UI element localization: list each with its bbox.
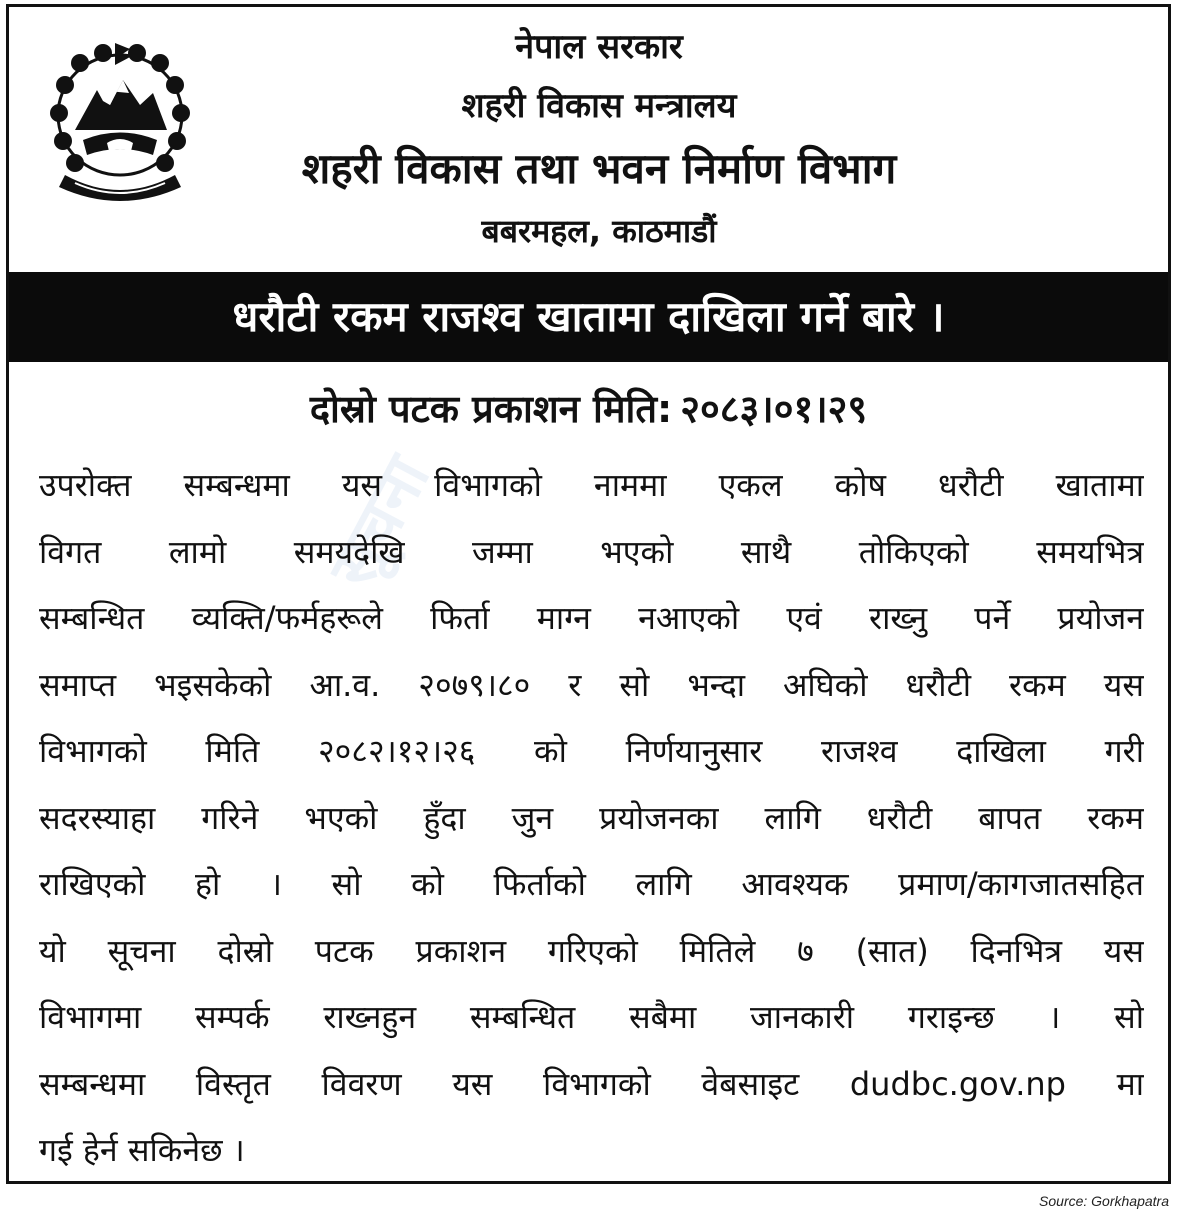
letterhead: [199, 17, 999, 259]
body-line: समाप्त भइसकेको आ.व. २०७९।८० र सो भन्दा अघिको धरौटी रकम यस: [39, 665, 1144, 704]
publication-line: [9, 379, 1168, 439]
publication-date: २०८३।०१।२९: [680, 387, 868, 431]
body-line: विभागको मिति २०८२।१२।२६ को निर्णयानुसार राजश्व दाखिला गरी: [39, 732, 1144, 770]
ministry-name: शहरी विकास मन्त्रालय: [461, 86, 737, 126]
government-name: नेपाल सरकार: [515, 27, 683, 67]
body-line: गई हेर्न सकिनेछ ।: [39, 1131, 245, 1169]
notice-body: [39, 452, 1144, 1184]
source-credit: Source: Gorkhapatra: [1039, 1193, 1169, 1209]
watermark: सूचना: [315, 444, 445, 600]
body-line: यो सूचना दोस्रो पटक प्रकाशन गरिएको मितिले ७ (सात) दिनभित्र यस: [39, 931, 1144, 970]
office-address: बबरमहल, काठमाडौं: [481, 212, 717, 250]
publication-label: दोस्रो पटक प्रकाशन मिति:: [309, 387, 673, 431]
body-line: राखिएको हो । सो को फिर्ताको लागि आवश्यक प्रमाण/कागजातसहित: [39, 865, 1144, 903]
nepal-government-emblem-icon: [35, 35, 205, 205]
body-line: सम्बन्धमा विस्तृत विवरण यस विभागको वेबसाइट dudbc.gov.np मा: [39, 1064, 1144, 1103]
body-line: सम्बन्धित व्यक्ति/फर्महरूले फिर्ता माग्न नआएको एवं राख्नु पर्ने प्रयोजन: [39, 599, 1144, 637]
body-line: विभागमा सम्पर्क राख्नहुन सम्बन्धित सबैमा जानकारी गराइन्छ । सो: [39, 998, 1144, 1036]
notice-frame: [6, 4, 1171, 1184]
department-name: शहरी विकास तथा भवन निर्माण विभाग: [301, 144, 897, 193]
notice-title: धरौटी रकम राजश्व खातामा दाखिला गर्ने बारे ।: [9, 272, 1168, 362]
body-line: उपरोक्त सम्बन्धमा यस विभागको नाममा एकल कोष धरौटी खातामा: [39, 466, 1144, 504]
body-line: विगत लामो समयदेखि जम्मा भएको साथै तोकिएको समयभित्र: [39, 532, 1144, 571]
body-line: सदरस्याहा गरिने भएको हुँदा जुन प्रयोजनका लागि धरौटी बापत रकम: [39, 798, 1144, 837]
